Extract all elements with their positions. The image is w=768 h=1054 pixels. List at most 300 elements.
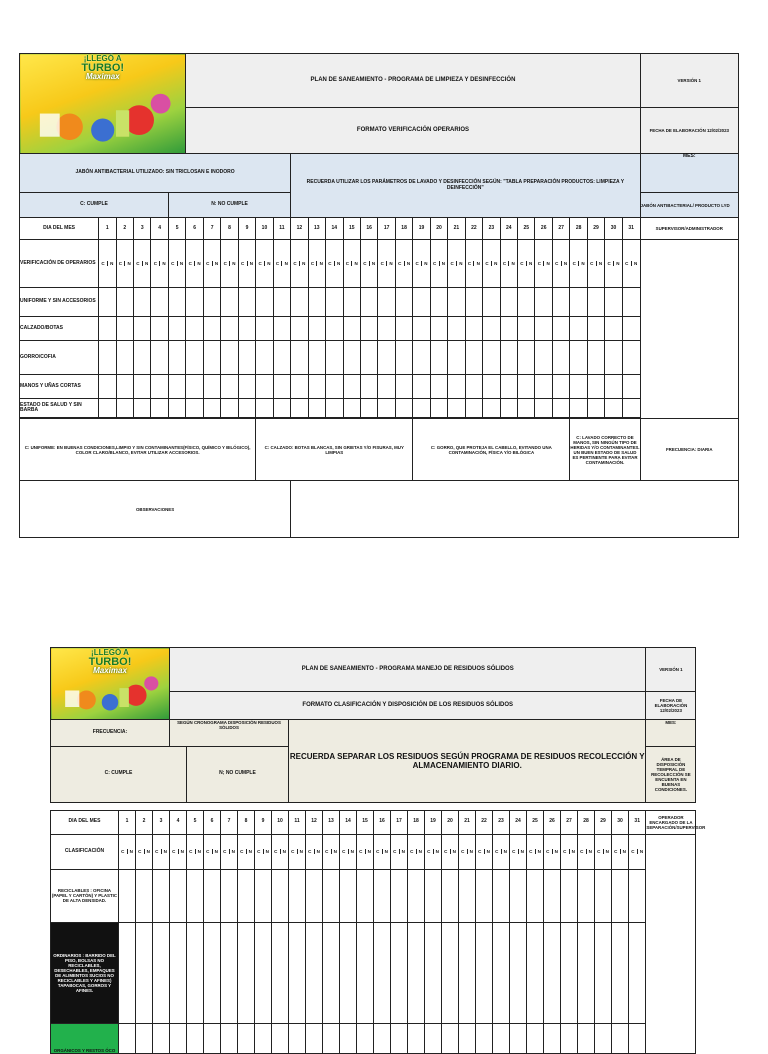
- check-cell[interactable]: [151, 341, 168, 375]
- cumple-mark[interactable]: C: [255, 849, 264, 854]
- check-cell[interactable]: [413, 341, 430, 375]
- cumple-mark[interactable]: C: [357, 849, 366, 854]
- no-cumple-mark[interactable]: N: [319, 261, 323, 267]
- check-cell[interactable]: [343, 317, 360, 341]
- check-cell[interactable]: [289, 869, 306, 922]
- check-cell[interactable]: [413, 375, 430, 399]
- no-cumple-mark[interactable]: N: [110, 261, 114, 267]
- no-cumple-mark[interactable]: N: [441, 261, 445, 267]
- cumple-mark[interactable]: C: [291, 261, 300, 266]
- check-cell[interactable]: [151, 288, 168, 317]
- cumple-mark[interactable]: C: [396, 261, 405, 266]
- cumple-mark[interactable]: C: [151, 261, 160, 266]
- no-cumple-mark[interactable]: N: [146, 849, 150, 855]
- check-cell[interactable]: [374, 1023, 391, 1053]
- check-cell[interactable]: [326, 317, 343, 341]
- check-cell[interactable]: [134, 399, 151, 418]
- no-cumple-mark[interactable]: N: [354, 261, 358, 267]
- check-cell[interactable]: [500, 288, 517, 317]
- check-cell[interactable]: [204, 1023, 221, 1053]
- check-cell[interactable]: [272, 1023, 289, 1053]
- check-cell[interactable]: [552, 399, 569, 418]
- check-cell[interactable]: [465, 375, 482, 399]
- no-cumple-mark[interactable]: N: [494, 261, 498, 267]
- check-cell[interactable]: [291, 341, 308, 375]
- check-cell[interactable]: [518, 375, 535, 399]
- no-cumple-mark[interactable]: N: [267, 261, 271, 267]
- check-cell[interactable]: [221, 317, 238, 341]
- check-cell[interactable]: [518, 341, 535, 375]
- check-cell[interactable]: [622, 288, 640, 317]
- check-cell[interactable]: [99, 317, 116, 341]
- check-cell[interactable]: [629, 1023, 646, 1053]
- check-cell[interactable]: [544, 869, 561, 922]
- cumple-mark[interactable]: C: [629, 849, 638, 854]
- cumple-mark[interactable]: C: [442, 849, 451, 854]
- check-cell[interactable]: [323, 1023, 340, 1053]
- no-cumple-mark[interactable]: N: [302, 261, 306, 267]
- check-cell[interactable]: [323, 869, 340, 922]
- check-cell[interactable]: [448, 288, 465, 317]
- check-cell[interactable]: [168, 317, 186, 341]
- check-cell[interactable]: [134, 317, 151, 341]
- check-cell[interactable]: [612, 1023, 629, 1053]
- no-cumple-mark[interactable]: N: [616, 261, 620, 267]
- check-cell[interactable]: [587, 341, 604, 375]
- check-cell[interactable]: [629, 869, 646, 922]
- check-cell[interactable]: [116, 375, 133, 399]
- check-cell[interactable]: [204, 869, 221, 922]
- check-cell[interactable]: [425, 869, 442, 922]
- check-cell[interactable]: [425, 922, 442, 1023]
- check-cell[interactable]: [273, 341, 290, 375]
- cumple-mark[interactable]: C: [170, 849, 179, 854]
- check-cell[interactable]: [378, 317, 395, 341]
- check-cell[interactable]: [500, 375, 517, 399]
- check-cell[interactable]: [256, 375, 273, 399]
- check-cell[interactable]: [255, 869, 272, 922]
- check-cell[interactable]: [535, 399, 552, 418]
- check-cell[interactable]: [587, 317, 604, 341]
- cumple-mark[interactable]: C: [153, 849, 162, 854]
- check-cell[interactable]: [476, 1023, 493, 1053]
- check-cell[interactable]: [99, 341, 116, 375]
- check-cell[interactable]: [136, 869, 153, 922]
- cumple-mark[interactable]: C: [535, 261, 544, 266]
- check-cell[interactable]: [343, 341, 360, 375]
- check-cell[interactable]: [483, 341, 500, 375]
- check-cell[interactable]: [256, 399, 273, 418]
- check-cell[interactable]: [510, 1023, 527, 1053]
- check-cell[interactable]: [221, 922, 238, 1023]
- no-cumple-mark[interactable]: N: [503, 849, 507, 855]
- check-cell[interactable]: [170, 1023, 187, 1053]
- cumple-mark[interactable]: C: [483, 261, 492, 266]
- check-cell[interactable]: [493, 1023, 510, 1053]
- check-cell[interactable]: [343, 288, 360, 317]
- check-cell[interactable]: [326, 341, 343, 375]
- cumple-mark[interactable]: C: [448, 261, 457, 266]
- check-cell[interactable]: [493, 869, 510, 922]
- check-cell[interactable]: [622, 399, 640, 418]
- cumple-mark[interactable]: C: [136, 849, 145, 854]
- check-cell[interactable]: [391, 922, 408, 1023]
- no-cumple-mark[interactable]: N: [214, 261, 219, 267]
- check-cell[interactable]: [291, 399, 308, 418]
- check-cell[interactable]: [134, 341, 151, 375]
- check-cell[interactable]: [408, 922, 425, 1023]
- cumple-mark[interactable]: C: [221, 849, 230, 854]
- cumple-mark[interactable]: C: [459, 849, 468, 854]
- check-cell[interactable]: [221, 375, 238, 399]
- cumple-mark[interactable]: C: [588, 261, 597, 266]
- check-cell[interactable]: [99, 399, 116, 418]
- check-cell[interactable]: [186, 399, 203, 418]
- check-cell[interactable]: [425, 1023, 442, 1053]
- check-cell[interactable]: [578, 1023, 595, 1053]
- check-cell[interactable]: [459, 869, 476, 922]
- check-cell[interactable]: [221, 1023, 238, 1053]
- check-cell[interactable]: [291, 375, 308, 399]
- check-cell[interactable]: [360, 288, 377, 317]
- no-cumple-mark[interactable]: N: [282, 849, 286, 855]
- check-cell[interactable]: [459, 1023, 476, 1053]
- no-cumple-mark[interactable]: N: [371, 261, 376, 267]
- check-cell[interactable]: [256, 341, 273, 375]
- check-cell[interactable]: [378, 288, 395, 317]
- cumple-mark[interactable]: C: [186, 261, 195, 266]
- no-cumple-mark[interactable]: N: [284, 261, 288, 267]
- cumple-mark[interactable]: C: [501, 261, 510, 266]
- check-cell[interactable]: [238, 399, 255, 418]
- check-cell[interactable]: [391, 869, 408, 922]
- check-cell[interactable]: [483, 317, 500, 341]
- cumple-mark[interactable]: C: [344, 261, 353, 266]
- check-cell[interactable]: [116, 399, 133, 418]
- check-cell[interactable]: [340, 922, 357, 1023]
- check-cell[interactable]: [99, 375, 116, 399]
- no-cumple-mark[interactable]: N: [367, 849, 371, 855]
- check-cell[interactable]: [238, 375, 255, 399]
- check-cell[interactable]: [629, 922, 646, 1023]
- check-cell[interactable]: [527, 1023, 544, 1053]
- check-cell[interactable]: [430, 399, 447, 418]
- cumple-mark[interactable]: C: [340, 849, 349, 854]
- check-cell[interactable]: [465, 399, 482, 418]
- no-cumple-mark[interactable]: N: [633, 261, 638, 267]
- check-cell[interactable]: [203, 317, 220, 341]
- no-cumple-mark[interactable]: N: [418, 849, 422, 855]
- check-cell[interactable]: [151, 317, 168, 341]
- no-cumple-mark[interactable]: N: [639, 849, 644, 855]
- check-cell[interactable]: [238, 869, 255, 922]
- check-cell[interactable]: [483, 399, 500, 418]
- check-cell[interactable]: [605, 288, 622, 317]
- check-cell[interactable]: [204, 922, 221, 1023]
- no-cumple-mark[interactable]: N: [511, 261, 515, 267]
- cumple-mark[interactable]: C: [378, 261, 387, 266]
- check-cell[interactable]: [578, 869, 595, 922]
- no-cumple-mark[interactable]: N: [563, 261, 568, 267]
- cumple-mark[interactable]: C: [413, 261, 422, 266]
- check-cell[interactable]: [186, 375, 203, 399]
- check-cell[interactable]: [561, 869, 578, 922]
- cumple-mark[interactable]: C: [361, 261, 370, 266]
- cumple-mark[interactable]: C: [204, 261, 213, 266]
- no-cumple-mark[interactable]: N: [452, 849, 456, 855]
- check-cell[interactable]: [395, 375, 412, 399]
- check-cell[interactable]: [518, 399, 535, 418]
- check-cell[interactable]: [343, 375, 360, 399]
- no-cumple-mark[interactable]: N: [249, 261, 253, 267]
- check-cell[interactable]: [326, 399, 343, 418]
- check-cell[interactable]: [518, 288, 535, 317]
- check-cell[interactable]: [255, 1023, 272, 1053]
- check-cell[interactable]: [221, 341, 238, 375]
- cumple-mark[interactable]: C: [323, 849, 332, 854]
- observaciones-field[interactable]: [291, 481, 739, 538]
- no-cumple-mark[interactable]: N: [469, 849, 473, 855]
- check-cell[interactable]: [119, 1023, 136, 1053]
- check-cell[interactable]: [272, 922, 289, 1023]
- check-cell[interactable]: [605, 341, 622, 375]
- check-cell[interactable]: [595, 869, 612, 922]
- check-cell[interactable]: [187, 869, 204, 922]
- no-cumple-mark[interactable]: N: [197, 261, 201, 267]
- check-cell[interactable]: [535, 288, 552, 317]
- check-cell[interactable]: [187, 1023, 204, 1053]
- check-cell[interactable]: [448, 375, 465, 399]
- check-cell[interactable]: [186, 317, 203, 341]
- check-cell[interactable]: [561, 1023, 578, 1053]
- check-cell[interactable]: [552, 317, 569, 341]
- check-cell[interactable]: [535, 317, 552, 341]
- check-cell[interactable]: [448, 399, 465, 418]
- check-cell[interactable]: [186, 341, 203, 375]
- check-cell[interactable]: [476, 869, 493, 922]
- cumple-mark[interactable]: C: [431, 261, 440, 266]
- check-cell[interactable]: [395, 317, 412, 341]
- cumple-mark[interactable]: C: [289, 849, 298, 854]
- no-cumple-mark[interactable]: N: [598, 261, 603, 267]
- check-cell[interactable]: [535, 341, 552, 375]
- check-cell[interactable]: [378, 399, 395, 418]
- no-cumple-mark[interactable]: N: [179, 261, 184, 267]
- check-cell[interactable]: [116, 288, 133, 317]
- check-cell[interactable]: [360, 317, 377, 341]
- check-cell[interactable]: [570, 375, 587, 399]
- check-cell[interactable]: [203, 288, 220, 317]
- check-cell[interactable]: [442, 869, 459, 922]
- check-cell[interactable]: [289, 1023, 306, 1053]
- check-cell[interactable]: [622, 317, 640, 341]
- check-cell[interactable]: [340, 869, 357, 922]
- cumple-mark[interactable]: C: [561, 849, 570, 854]
- check-cell[interactable]: [408, 869, 425, 922]
- check-cell[interactable]: [170, 869, 187, 922]
- no-cumple-mark[interactable]: N: [333, 849, 337, 855]
- no-cumple-mark[interactable]: N: [384, 849, 388, 855]
- cumple-mark[interactable]: C: [119, 849, 128, 854]
- check-cell[interactable]: [612, 869, 629, 922]
- cumple-mark[interactable]: C: [326, 261, 335, 266]
- check-cell[interactable]: [500, 399, 517, 418]
- cumple-mark[interactable]: C: [272, 849, 281, 854]
- no-cumple-mark[interactable]: N: [231, 849, 235, 855]
- check-cell[interactable]: [273, 317, 290, 341]
- cumple-mark[interactable]: C: [274, 261, 283, 266]
- check-cell[interactable]: [391, 1023, 408, 1053]
- cumple-mark[interactable]: C: [510, 849, 519, 854]
- check-cell[interactable]: [413, 317, 430, 341]
- cumple-mark[interactable]: C: [476, 849, 485, 854]
- check-cell[interactable]: [308, 341, 325, 375]
- cumple-mark[interactable]: C: [256, 261, 265, 266]
- check-cell[interactable]: [308, 399, 325, 418]
- check-cell[interactable]: [483, 375, 500, 399]
- check-cell[interactable]: [408, 1023, 425, 1053]
- check-cell[interactable]: [442, 922, 459, 1023]
- check-cell[interactable]: [273, 288, 290, 317]
- check-cell[interactable]: [605, 317, 622, 341]
- check-cell[interactable]: [255, 922, 272, 1023]
- cumple-mark[interactable]: C: [553, 261, 562, 266]
- cumple-mark[interactable]: C: [169, 261, 178, 266]
- no-cumple-mark[interactable]: N: [622, 849, 626, 855]
- cumple-mark[interactable]: C: [570, 261, 579, 266]
- no-cumple-mark[interactable]: N: [486, 849, 490, 855]
- no-cumple-mark[interactable]: N: [435, 849, 439, 855]
- check-cell[interactable]: [561, 922, 578, 1023]
- cumple-mark[interactable]: C: [493, 849, 502, 854]
- no-cumple-mark[interactable]: N: [581, 261, 585, 267]
- cumple-mark[interactable]: C: [204, 849, 213, 854]
- no-cumple-mark[interactable]: N: [424, 261, 428, 267]
- no-cumple-mark[interactable]: N: [232, 261, 236, 267]
- check-cell[interactable]: [151, 375, 168, 399]
- cumple-mark[interactable]: C: [239, 261, 248, 266]
- no-cumple-mark[interactable]: N: [401, 849, 405, 855]
- check-cell[interactable]: [430, 317, 447, 341]
- check-cell[interactable]: [306, 922, 323, 1023]
- check-cell[interactable]: [116, 341, 133, 375]
- check-cell[interactable]: [272, 869, 289, 922]
- check-cell[interactable]: [622, 375, 640, 399]
- check-cell[interactable]: [595, 922, 612, 1023]
- check-cell[interactable]: [221, 399, 238, 418]
- check-cell[interactable]: [395, 341, 412, 375]
- check-cell[interactable]: [136, 922, 153, 1023]
- check-cell[interactable]: [153, 869, 170, 922]
- no-cumple-mark[interactable]: N: [265, 849, 269, 855]
- cumple-mark[interactable]: C: [117, 261, 126, 266]
- no-cumple-mark[interactable]: N: [299, 849, 303, 855]
- check-cell[interactable]: [323, 922, 340, 1023]
- check-cell[interactable]: [510, 869, 527, 922]
- check-cell[interactable]: [605, 399, 622, 418]
- check-cell[interactable]: [395, 399, 412, 418]
- check-cell[interactable]: [273, 399, 290, 418]
- check-cell[interactable]: [357, 922, 374, 1023]
- check-cell[interactable]: [483, 288, 500, 317]
- check-cell[interactable]: [518, 317, 535, 341]
- check-cell[interactable]: [430, 375, 447, 399]
- no-cumple-mark[interactable]: N: [459, 261, 463, 267]
- check-cell[interactable]: [291, 288, 308, 317]
- check-cell[interactable]: [459, 922, 476, 1023]
- check-cell[interactable]: [430, 288, 447, 317]
- check-cell[interactable]: [587, 375, 604, 399]
- check-cell[interactable]: [168, 375, 186, 399]
- check-cell[interactable]: [465, 288, 482, 317]
- check-cell[interactable]: [500, 341, 517, 375]
- cumple-mark[interactable]: C: [544, 849, 553, 854]
- check-cell[interactable]: [168, 288, 186, 317]
- cumple-mark[interactable]: C: [595, 849, 604, 854]
- check-cell[interactable]: [238, 341, 255, 375]
- check-cell[interactable]: [203, 399, 220, 418]
- cumple-mark[interactable]: C: [187, 849, 196, 854]
- no-cumple-mark[interactable]: N: [197, 849, 201, 855]
- no-cumple-mark[interactable]: N: [144, 261, 149, 267]
- check-cell[interactable]: [510, 922, 527, 1023]
- no-cumple-mark[interactable]: N: [180, 849, 184, 855]
- check-cell[interactable]: [116, 317, 133, 341]
- check-cell[interactable]: [134, 288, 151, 317]
- check-cell[interactable]: [357, 1023, 374, 1053]
- cumple-mark[interactable]: C: [605, 261, 614, 266]
- check-cell[interactable]: [289, 922, 306, 1023]
- check-cell[interactable]: [612, 922, 629, 1023]
- cumple-mark[interactable]: C: [527, 849, 536, 854]
- no-cumple-mark[interactable]: N: [163, 849, 167, 855]
- check-cell[interactable]: [552, 375, 569, 399]
- cumple-mark[interactable]: C: [425, 849, 434, 854]
- check-cell[interactable]: [527, 869, 544, 922]
- check-cell[interactable]: [500, 317, 517, 341]
- check-cell[interactable]: [326, 375, 343, 399]
- check-cell[interactable]: [119, 922, 136, 1023]
- no-cumple-mark[interactable]: N: [588, 849, 592, 855]
- cumple-mark[interactable]: C: [408, 849, 417, 854]
- check-cell[interactable]: [238, 1023, 255, 1053]
- cumple-mark[interactable]: C: [99, 261, 108, 266]
- no-cumple-mark[interactable]: N: [605, 849, 609, 855]
- check-cell[interactable]: [430, 341, 447, 375]
- no-cumple-mark[interactable]: N: [129, 849, 133, 855]
- check-cell[interactable]: [374, 922, 391, 1023]
- check-cell[interactable]: [99, 288, 116, 317]
- check-cell[interactable]: [595, 1023, 612, 1053]
- no-cumple-mark[interactable]: N: [127, 261, 131, 267]
- check-cell[interactable]: [360, 341, 377, 375]
- check-cell[interactable]: [374, 869, 391, 922]
- check-cell[interactable]: [203, 375, 220, 399]
- cumple-mark[interactable]: C: [306, 849, 315, 854]
- no-cumple-mark[interactable]: N: [350, 849, 354, 855]
- check-cell[interactable]: [291, 317, 308, 341]
- check-cell[interactable]: [168, 341, 186, 375]
- check-cell[interactable]: [221, 869, 238, 922]
- no-cumple-mark[interactable]: N: [316, 849, 320, 855]
- cumple-mark[interactable]: C: [221, 261, 230, 266]
- check-cell[interactable]: [153, 1023, 170, 1053]
- check-cell[interactable]: [134, 375, 151, 399]
- check-cell[interactable]: [308, 375, 325, 399]
- check-cell[interactable]: [238, 317, 255, 341]
- cumple-mark[interactable]: C: [309, 261, 318, 266]
- cumple-mark[interactable]: C: [623, 261, 632, 266]
